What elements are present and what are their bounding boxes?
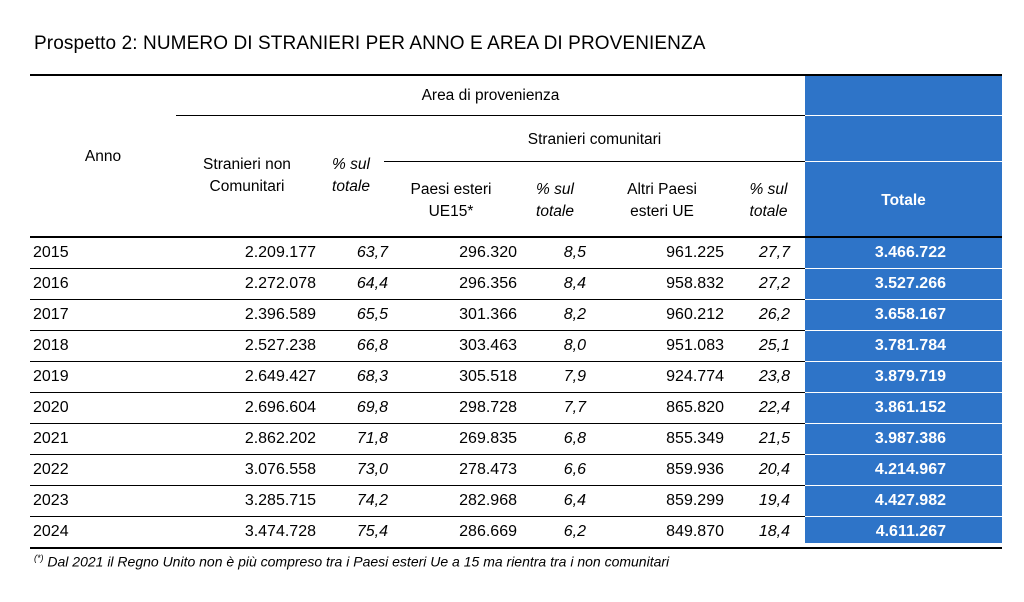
cell-non-comunitari: 3.285.715 (244, 492, 316, 509)
cell-pct-altri: 18,4 (758, 523, 790, 540)
cell-paesi-ue15: 282.968 (459, 492, 517, 509)
cell-pct-ue15: 8,0 (563, 337, 586, 354)
cell-altri-paesi-ue: 849.870 (666, 523, 724, 540)
cell-paesi-ue15: 303.463 (459, 337, 517, 354)
header-altri-line2: esteri UE (630, 203, 694, 220)
table-row (30, 330, 1002, 361)
cell-anno: 2024 (33, 523, 69, 540)
cell-pct-non-comunitari: 64,4 (356, 275, 388, 292)
header-pct-line2: totale (749, 203, 788, 220)
cell-pct-non-comunitari: 74,2 (356, 492, 388, 509)
cell-paesi-ue15: 296.356 (459, 275, 517, 292)
area-header-rule (176, 115, 805, 116)
cell-paesi-ue15: 305.518 (459, 368, 517, 385)
header-pct-ue15 (518, 179, 592, 223)
header-pct-altri (732, 179, 805, 223)
header-stranieri-comunitari: Stranieri comunitari (527, 131, 662, 148)
cell-altri-paesi-ue: 958.832 (666, 275, 724, 292)
cell-paesi-ue15: 286.669 (459, 523, 517, 540)
cell-pct-non-comunitari: 71,8 (356, 430, 388, 447)
cell-altri-paesi-ue: 951.083 (666, 337, 724, 354)
cell-pct-non-comunitari: 66,8 (356, 337, 388, 354)
header-totale: Totale (881, 192, 926, 209)
cell-pct-altri: 21,5 (758, 430, 790, 447)
cell-anno: 2022 (33, 461, 69, 478)
cell-non-comunitari: 2.696.604 (244, 399, 316, 416)
cell-anno: 2021 (33, 430, 69, 447)
cell-paesi-ue15: 296.320 (459, 244, 517, 261)
header-pct-line2: totale (332, 178, 370, 195)
header-altri-line1: Altri Paesi (627, 181, 697, 198)
cell-anno: 2020 (33, 399, 69, 416)
cell-anno: 2016 (33, 275, 69, 292)
cell-totale: 3.658.167 (874, 306, 946, 323)
cell-non-comunitari: 3.474.728 (244, 523, 316, 540)
cell-pct-altri: 20,4 (758, 461, 790, 478)
cell-altri-paesi-ue: 859.936 (666, 461, 724, 478)
cell-pct-non-comunitari: 65,5 (356, 306, 388, 323)
cell-anno: 2015 (33, 244, 69, 261)
header-non-comunitari-line1: Stranieri non (203, 156, 291, 173)
footnote-mark: (*) (34, 553, 44, 563)
header-area-provenienza: Area di provenienza (421, 87, 560, 104)
cell-pct-altri: 22,4 (758, 399, 790, 416)
header-pct-line2: totale (536, 203, 574, 220)
cell-altri-paesi-ue: 855.349 (666, 430, 724, 447)
table-title: Prospetto 2: NUMERO DI STRANIERI PER ANNO E AREA DI PROVENIENZA (34, 33, 706, 54)
data-table (30, 74, 1002, 544)
cell-non-comunitari: 2.272.078 (244, 275, 316, 292)
header-non-comunitari-line2: Comunitari (209, 178, 285, 195)
cell-pct-altri: 26,2 (758, 306, 790, 323)
cell-paesi-ue15: 278.473 (459, 461, 517, 478)
cell-totale: 4.427.982 (874, 492, 946, 509)
table-bottom-rule (30, 547, 1002, 549)
cell-pct-ue15: 6,8 (563, 430, 586, 447)
cell-pct-non-comunitari: 69,8 (356, 399, 388, 416)
footnote-text: Dal 2021 il Regno Unito non è più compreso tra i Paesi esteri Ue a 15 ma rientra tra i non comunitari (43, 553, 670, 570)
cell-altri-paesi-ue: 961.225 (666, 244, 724, 261)
cell-pct-non-comunitari: 63,7 (356, 244, 388, 261)
table-row (30, 237, 1002, 268)
header-ue15-line2: UE15* (428, 203, 474, 220)
table-row (30, 423, 1002, 454)
header-paesi-ue15 (384, 179, 518, 223)
cell-non-comunitari: 3.076.558 (244, 461, 316, 478)
cell-totale: 3.987.386 (874, 430, 946, 447)
cell-non-comunitari: 2.209.177 (244, 244, 316, 261)
cell-totale: 3.781.784 (874, 337, 946, 354)
cell-pct-non-comunitari: 68,3 (356, 368, 388, 385)
cell-pct-ue15: 8,2 (563, 306, 586, 323)
cell-non-comunitari: 2.862.202 (244, 430, 316, 447)
table-row (30, 268, 1002, 299)
header-pct-line1: % sul (536, 181, 574, 198)
cell-altri-paesi-ue: 960.212 (666, 306, 724, 323)
cell-altri-paesi-ue: 859.299 (666, 492, 724, 509)
footnote (34, 553, 669, 570)
cell-paesi-ue15: 269.835 (459, 430, 517, 447)
cell-totale: 3.861.152 (874, 399, 946, 416)
cell-altri-paesi-ue: 865.820 (666, 399, 724, 416)
cell-non-comunitari: 2.649.427 (244, 368, 316, 385)
cell-pct-altri: 27,2 (758, 275, 790, 292)
cell-anno: 2019 (33, 368, 69, 385)
header-non-comunitari (176, 154, 318, 198)
cell-anno: 2023 (33, 492, 69, 509)
header-pct-line1: % sul (749, 181, 788, 198)
cell-non-comunitari: 2.396.589 (244, 306, 316, 323)
cell-altri-paesi-ue: 924.774 (666, 368, 724, 385)
cell-totale: 4.611.267 (875, 523, 946, 540)
cell-pct-non-comunitari: 73,0 (356, 461, 388, 478)
header-pct-non-comunitari (318, 154, 384, 198)
cell-totale: 4.214.967 (874, 461, 946, 478)
cell-totale: 3.879.719 (874, 368, 946, 385)
table-row (30, 392, 1002, 423)
table-row (30, 299, 1002, 330)
cell-pct-ue15: 8,4 (563, 275, 586, 292)
cell-pct-altri: 25,1 (758, 337, 790, 354)
cell-pct-ue15: 7,7 (563, 399, 586, 416)
cell-totale: 3.527.266 (874, 275, 946, 292)
cell-non-comunitari: 2.527.238 (244, 337, 316, 354)
table-row (30, 516, 1002, 547)
cell-totale: 3.466.722 (874, 244, 946, 261)
cell-pct-ue15: 7,9 (563, 368, 586, 385)
header-ue15-line1: Paesi esteri (410, 181, 492, 198)
cell-pct-ue15: 6,2 (563, 523, 586, 540)
cell-paesi-ue15: 298.728 (459, 399, 517, 416)
total-header-rule-1 (805, 115, 1002, 116)
cell-pct-non-comunitari: 75,4 (356, 523, 388, 540)
table-row (30, 361, 1002, 392)
cell-pct-altri: 23,8 (758, 368, 790, 385)
header-altri-paesi-ue (592, 179, 732, 223)
table-row (30, 485, 1002, 516)
cell-pct-ue15: 6,6 (563, 461, 586, 478)
cell-paesi-ue15: 301.366 (459, 306, 517, 323)
cell-anno: 2017 (33, 306, 69, 323)
cell-pct-ue15: 6,4 (563, 492, 586, 509)
total-header-rule-2 (805, 161, 1002, 162)
header-anno: Anno (84, 148, 122, 165)
cell-anno: 2018 (33, 337, 69, 354)
comunitari-header-rule (384, 161, 805, 162)
cell-pct-ue15: 8,5 (563, 244, 586, 261)
header-pct-line1: % sul (332, 156, 370, 173)
table-top-rule (30, 74, 1002, 76)
cell-pct-altri: 27,7 (758, 244, 790, 261)
table-row (30, 454, 1002, 485)
cell-pct-altri: 19,4 (758, 492, 790, 509)
